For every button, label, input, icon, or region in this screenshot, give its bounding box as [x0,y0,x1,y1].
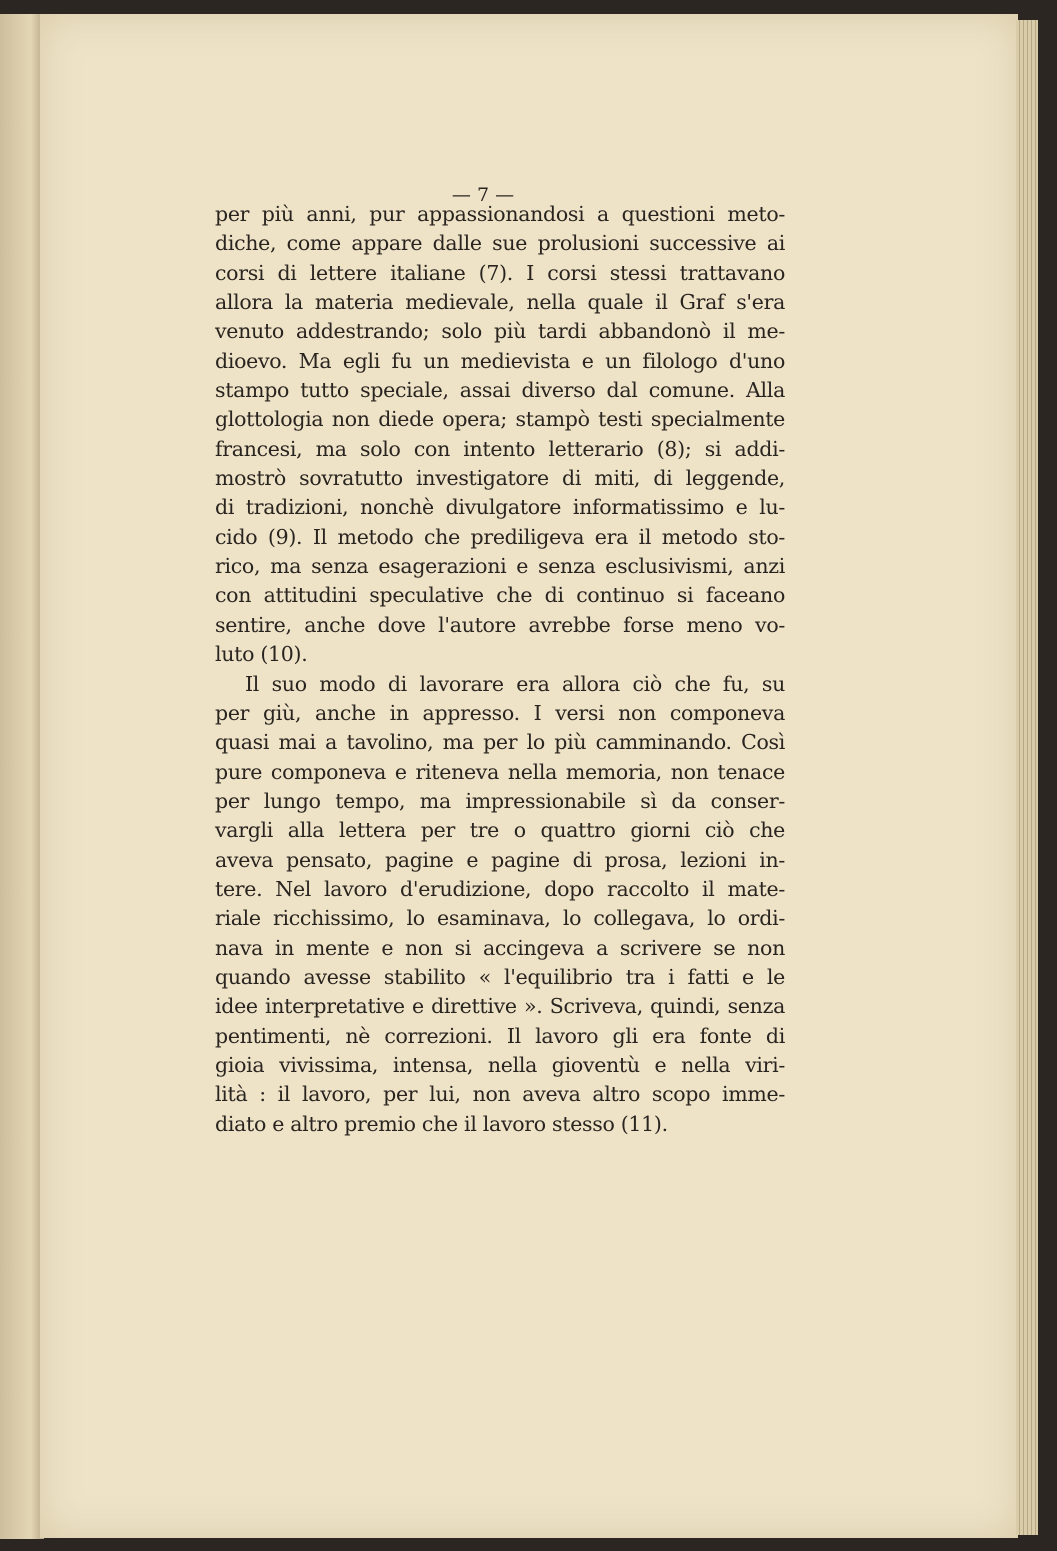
text-line: corsi di lettere italiane (7). I corsi stessi trattavano [215,260,785,285]
text-line: per più anni, pur appassionandosi a questioni meto- [215,202,785,226]
text-line: nava in mente e non si accingeva a scrivere se non [215,935,785,960]
text-line: sentire, anche dove l'autore avrebbe forse meno vo- [215,612,785,637]
text-line: pentimenti, nè correzioni. Il lavoro gli era fonte di [215,1023,785,1048]
text-line: lità : il lavoro, per lui, non aveva altro scopo imme- [215,1082,785,1107]
text-line: vargli alla lettera per tre o quattro giorni ciò che [215,818,785,843]
previous-page-edge [0,14,44,1539]
text-line: stampo tutto speciale, assai diverso dal comune. Alla [215,378,785,403]
paragraph [215,670,785,1140]
text-line: cido (9). Il metodo che prediligeva era il metodo sto- [215,524,785,549]
paragraph [215,200,785,670]
text-line: riale ricchissimo, lo esaminava, lo collegava, lo ordi- [215,906,785,931]
text-line: tere. Nel lavoro d'erudizione, dopo raccolto il mate- [215,876,785,901]
text-line: per lungo tempo, ma impressionabile sì da conser- [215,788,785,813]
body-text [215,200,785,1139]
text-line: pure componeva e riteneva nella memoria, non tenace [215,759,785,784]
text-line: glottologia non diede opera; stampò testi specialmente [215,407,785,432]
text-line: idee interpretative e direttive ». Scriveva, quindi, senza [215,994,785,1019]
text-line: di tradizioni, nonchè divulgatore informatissimo e lu- [215,495,785,520]
text-line: diche, come appare dalle sue prolusioni successive ai [215,231,785,256]
page-number: — 7 — [451,184,515,206]
text-line: gioia vivissima, intensa, nella gioventù e nella viri- [215,1052,785,1077]
text-line: per giù, anche in appresso. I versi non componeva [215,700,785,725]
text-line: rico, ma senza esagerazioni e senza esclusivismi, anzi [215,554,785,579]
text-line: aveva pensato, pagine e pagine di prosa, lezioni in- [215,847,785,872]
text-line: francesi, ma solo con intento letterario (8); si addi- [215,436,785,461]
text-line: venuto addestrando; solo più tardi abbandonò il me- [215,319,785,344]
text-line: con attitudini speculative che di continuo si faceano [215,583,785,608]
text-line: mostrò sovratutto investigatore di miti, di leggende, [215,466,785,491]
text-line: Il suo modo di lavorare era allora ciò che fu, su [245,671,785,696]
text-line: diato e altro premio che il lavoro stesso (11). [215,1111,668,1136]
text-line: quando avesse stabilito « l'equilibrio tra i fatti e le [215,964,785,989]
text-line: allora la materia medievale, nella quale il Graf s'era [215,290,785,315]
text-line: quasi mai a tavolino, ma per lo più camminando. Così [215,730,785,755]
page-stack-edge [1016,20,1038,1535]
text-line: dioevo. Ma egli fu un medievista e un filologo d'uno [215,348,785,373]
text-line: luto (10). [215,642,308,667]
